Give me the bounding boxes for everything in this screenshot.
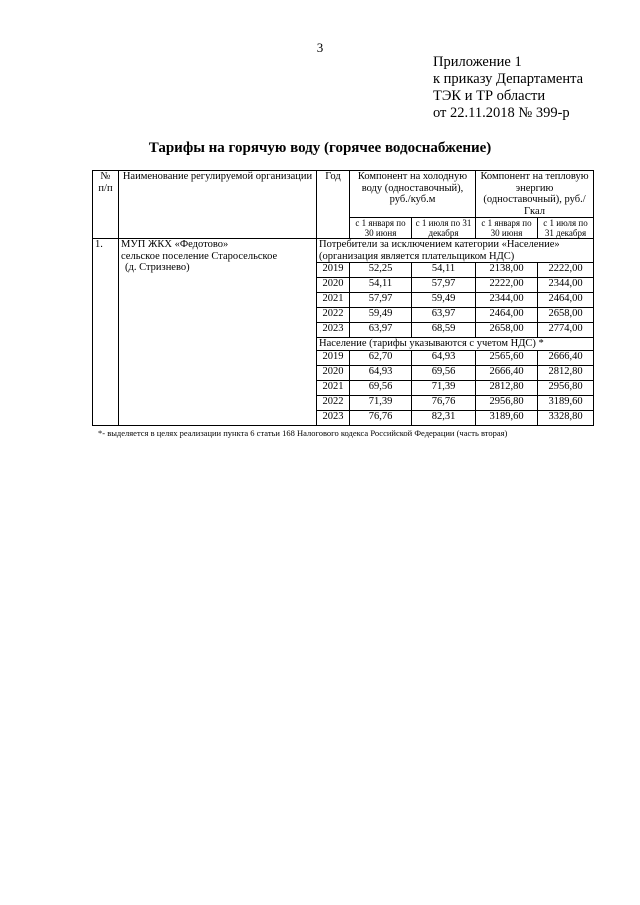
value-cell: 63,97 — [350, 323, 412, 338]
value-cell: 62,70 — [350, 350, 412, 365]
value-cell: 59,49 — [412, 293, 476, 308]
value-cell: 52,25 — [350, 263, 412, 278]
value-cell: 71,39 — [350, 395, 412, 410]
organization-line: сельское поселение Старосельское — [121, 250, 278, 262]
value-cell: 69,56 — [412, 365, 476, 380]
document-title: Тарифы на горячую воду (горячее водоснабжение) — [148, 140, 492, 156]
organization-name — [119, 239, 317, 426]
value-cell: 2464,00 — [538, 293, 594, 308]
value-cell: 2666,40 — [476, 365, 538, 380]
appendix-line: ТЭК и ТР области — [433, 88, 546, 104]
value-cell: 2344,00 — [476, 293, 538, 308]
header-heat-energy: Компонент на тепловую энергию (одноставочный), руб./Гкал — [476, 171, 594, 218]
year-cell: 2021 — [317, 380, 350, 395]
value-cell: 2344,00 — [538, 278, 594, 293]
value-cell: 2956,80 — [476, 395, 538, 410]
value-cell: 2666,40 — [538, 350, 594, 365]
value-cell: 2812,80 — [538, 365, 594, 380]
header-period: с 1 января по 30 июня — [350, 218, 412, 239]
year-cell: 2020 — [317, 278, 350, 293]
value-cell: 57,97 — [350, 293, 412, 308]
value-cell: 64,93 — [350, 365, 412, 380]
organization-line: (д. Стризнево) — [125, 262, 190, 273]
appendix-line: Приложение 1 — [433, 54, 522, 70]
value-cell: 2565,60 — [476, 350, 538, 365]
organization-line: МУП ЖКХ «Федотово» — [121, 239, 229, 250]
value-cell: 54,11 — [350, 278, 412, 293]
value-cell: 3328,80 — [538, 410, 594, 425]
appendix-line: от 22.11.2018 № 399-р — [433, 105, 570, 121]
value-cell: 2222,00 — [476, 278, 538, 293]
value-cell: 2956,80 — [538, 380, 594, 395]
value-cell: 64,93 — [412, 350, 476, 365]
header-year: Год — [317, 171, 350, 239]
value-cell: 3189,60 — [476, 410, 538, 425]
header-period: с 1 июля по 31 декабря — [538, 218, 594, 239]
value-cell: 2658,00 — [476, 323, 538, 338]
year-cell: 2023 — [317, 323, 350, 338]
header-num: № п/п — [93, 171, 119, 239]
value-cell: 59,49 — [350, 308, 412, 323]
value-cell: 2464,00 — [476, 308, 538, 323]
value-cell: 76,76 — [350, 410, 412, 425]
value-cell: 69,56 — [350, 380, 412, 395]
header-organization: Наименование регулируемой организации — [119, 171, 317, 239]
footnote: *- выделяется в целях реализации пункта 6 статьи 168 Налогового кодекса Российской Федерации (часть вторая) — [98, 428, 508, 438]
header-cold-water: Компонент на холодную воду (одноставочный), руб./куб.м — [350, 171, 476, 218]
value-cell: 76,76 — [412, 395, 476, 410]
group-label: Потребители за исключением категории «Население» (организация является плательщиком НДС) — [317, 239, 594, 263]
year-cell: 2022 — [317, 308, 350, 323]
year-cell: 2023 — [317, 410, 350, 425]
value-cell: 2658,00 — [538, 308, 594, 323]
page-number: 3 — [316, 40, 324, 55]
value-cell: 3189,60 — [538, 395, 594, 410]
appendix-line: к приказу Департамента — [433, 71, 584, 87]
value-cell: 57,97 — [412, 278, 476, 293]
value-cell: 63,97 — [412, 308, 476, 323]
value-cell: 54,11 — [412, 263, 476, 278]
value-cell: 2222,00 — [538, 263, 594, 278]
header-period: с 1 января по 30 июня — [476, 218, 538, 239]
value-cell: 2812,80 — [476, 380, 538, 395]
value-cell: 82,31 — [412, 410, 476, 425]
year-cell: 2019 — [317, 350, 350, 365]
header-period: с 1 июля по 31 декабря — [412, 218, 476, 239]
value-cell: 2138,00 — [476, 263, 538, 278]
appendix-block — [433, 54, 583, 122]
row-number: 1. — [93, 239, 119, 426]
value-cell: 2774,00 — [538, 323, 594, 338]
year-cell: 2021 — [317, 293, 350, 308]
tariff-table — [92, 170, 594, 426]
year-cell: 2020 — [317, 365, 350, 380]
value-cell: 68,59 — [412, 323, 476, 338]
value-cell: 71,39 — [412, 380, 476, 395]
group-label: Население (тарифы указываются с учетом НДС) * — [317, 338, 594, 351]
year-cell: 2022 — [317, 395, 350, 410]
year-cell: 2019 — [317, 263, 350, 278]
